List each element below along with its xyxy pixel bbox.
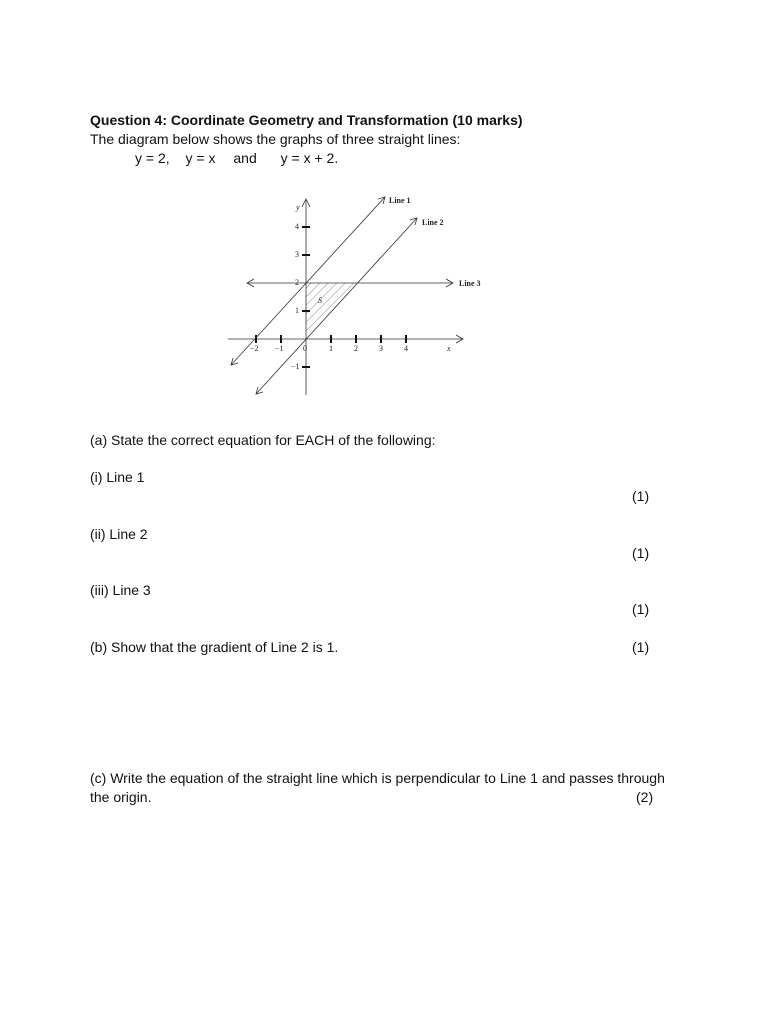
x-tick-label: 3 (379, 344, 383, 353)
question-title: Question 4: Coordinate Geometry and Transformation (10 marks) (90, 112, 523, 128)
question-intro: The diagram below shows the graphs of three straight lines: (90, 131, 461, 147)
equation-y-equals-x-plus-2: y = x + 2. (280, 150, 339, 166)
part-a-iii-label: (iii) Line 3 (90, 582, 151, 598)
x-tick-label: 1 (329, 344, 333, 353)
part-a-iii-marks: (1) (632, 601, 650, 617)
line-1-label: Line 1 (389, 196, 411, 205)
y-tick-label: 1 (295, 306, 299, 315)
part-c-text-line2: the origin. (90, 789, 152, 805)
equation-y-equals-2: y = 2, (135, 150, 170, 166)
line-3-label: Line 3 (459, 279, 481, 288)
y-tick-label: 4 (295, 222, 299, 231)
region-s-label: S (318, 296, 322, 305)
equations-line (135, 149, 338, 167)
equations-and: and (233, 150, 257, 166)
y-tick-label: −1 (291, 362, 300, 371)
x-tick-label: −2 (250, 344, 259, 353)
x-tick-label: 4 (404, 344, 408, 353)
y-tick-label: 3 (295, 250, 299, 259)
part-b-marks: (1) (632, 639, 650, 655)
x-axis-label: x (447, 344, 451, 353)
part-a-ii-marks: (1) (632, 545, 650, 561)
part-a-i-label: (i) Line 1 (90, 469, 145, 485)
line-1 (231, 197, 385, 365)
x-tick-label: 2 (354, 344, 358, 353)
y-tick-label: 2 (295, 278, 299, 287)
part-a-ii-label: (ii) Line 2 (90, 526, 148, 542)
part-a-i-marks: (1) (632, 488, 650, 504)
line-2-label: Line 2 (422, 218, 444, 227)
line-2 (256, 218, 417, 394)
coordinate-diagram (222, 190, 497, 400)
part-a-prompt: (a) State the correct equation for EACH of the following: (90, 432, 436, 448)
x-tick-label: −1 (275, 344, 284, 353)
part-c-marks: (2) (636, 789, 654, 805)
equation-y-equals-x: y = x (185, 150, 216, 166)
part-c-text-line1: (c) Write the equation of the straight line which is perpendicular to Line 1 and passes through (90, 770, 665, 786)
y-axis-label: y (296, 203, 300, 212)
x-tick-label: 0 (303, 344, 307, 353)
part-b-text: (b) Show that the gradient of Line 2 is 1. (90, 639, 339, 655)
